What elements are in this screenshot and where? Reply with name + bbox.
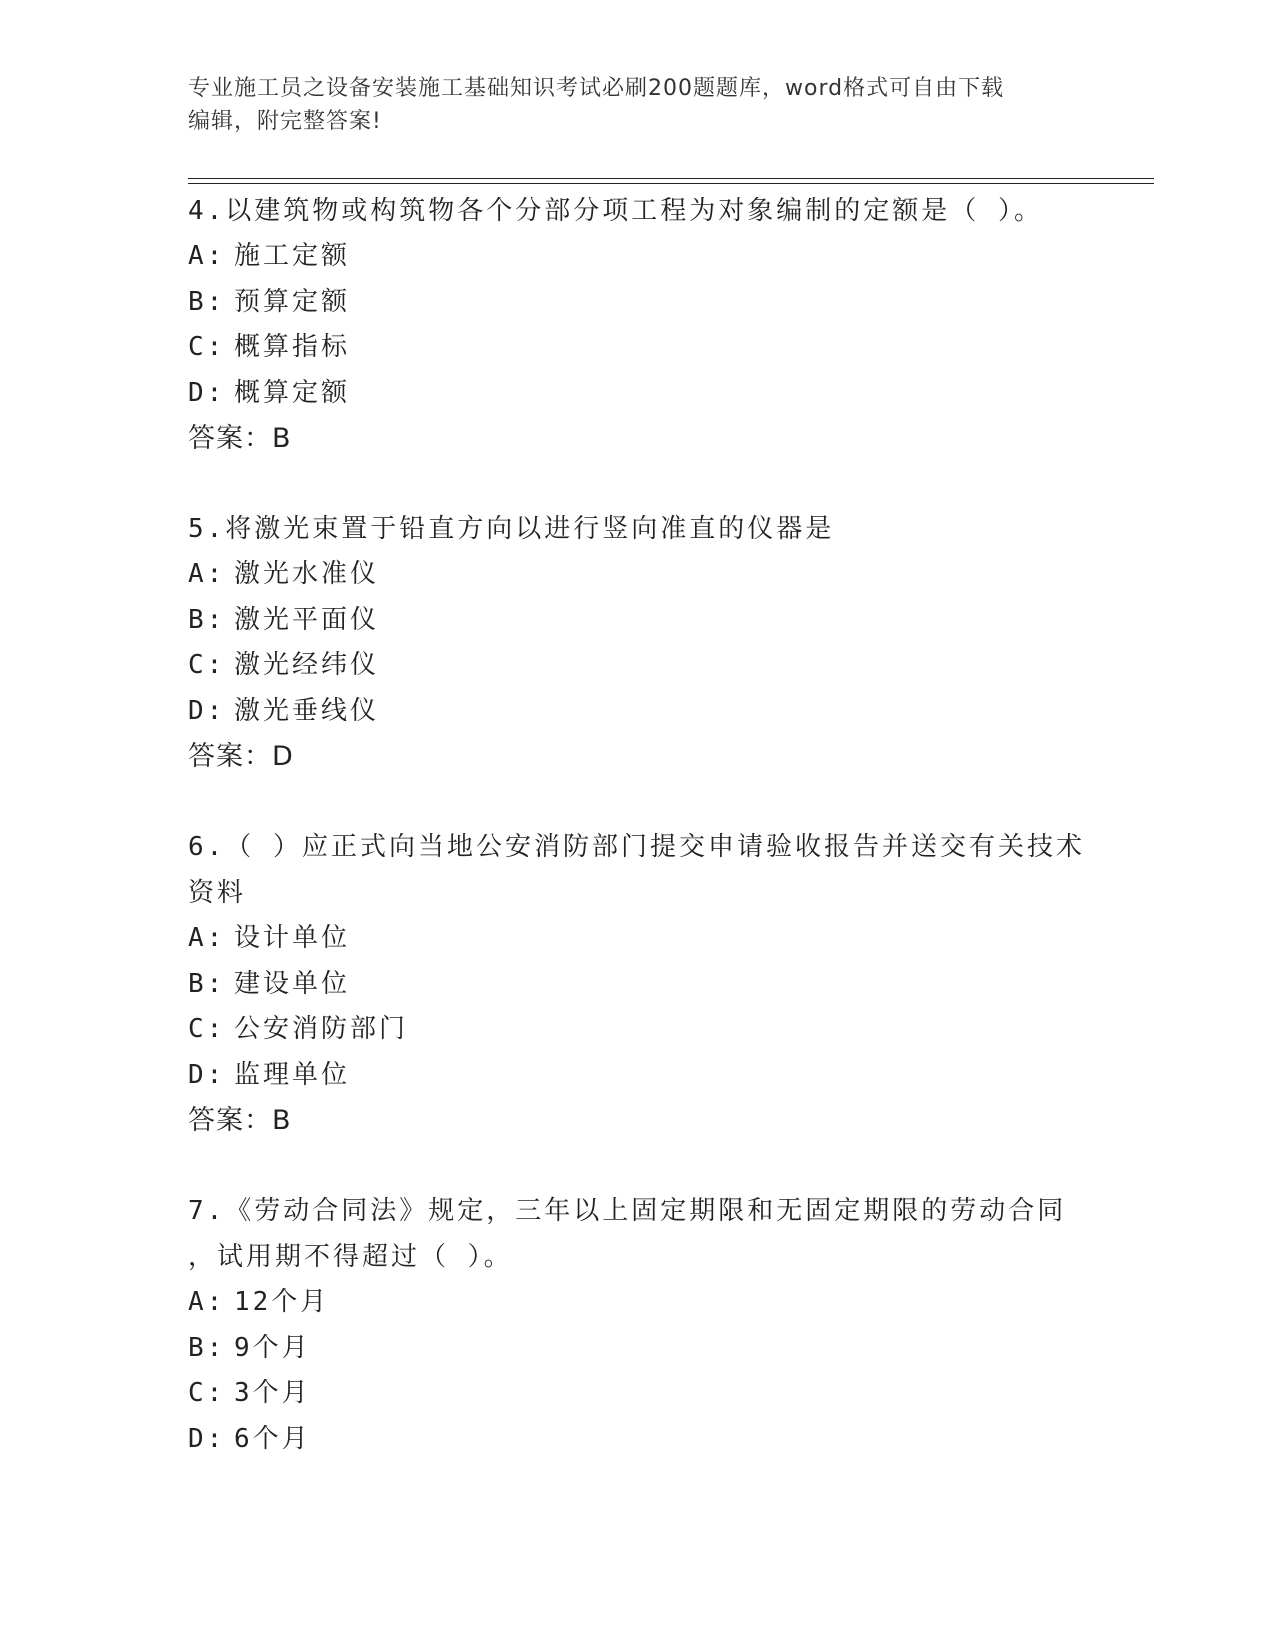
option-text: 6个月: [234, 1423, 311, 1454]
question-stem-continued: ，试用期不得超过（ ）。: [188, 1242, 513, 1272]
option-text: 设计单位: [234, 923, 351, 953]
option-a: [188, 552, 1088, 598]
header-divider-bottom: [188, 183, 1154, 184]
option-d: [188, 689, 1088, 735]
question-4: [188, 188, 1088, 462]
question-list: [188, 188, 1088, 1506]
document-header: [188, 72, 1088, 138]
option-letter: C:: [188, 1014, 226, 1044]
option-c: [188, 1371, 1088, 1417]
option-letter: C:: [188, 332, 226, 362]
answer: 答案：B: [188, 423, 292, 454]
option-text: 概算定额: [234, 377, 351, 408]
option-c: [188, 325, 1088, 371]
option-c: [188, 643, 1088, 689]
header-line-2: 编辑，附完整答案!: [188, 109, 382, 134]
option-b: [188, 598, 1088, 644]
option-letter: A:: [188, 1287, 226, 1317]
option-text: 监理单位: [234, 1059, 351, 1090]
question-5: [188, 506, 1088, 780]
option-b: [188, 1326, 1088, 1372]
option-letter: B:: [188, 604, 226, 635]
option-c: [188, 1007, 1088, 1053]
option-letter: A:: [188, 559, 226, 589]
option-text: 激光平面仪: [234, 604, 380, 635]
question-7: [188, 1188, 1088, 1462]
option-letter: C:: [188, 1378, 226, 1408]
option-letter: D:: [188, 1059, 226, 1090]
answer: 答案：B: [188, 1105, 292, 1136]
option-letter: C:: [188, 650, 226, 680]
question-stem: 6.（ ）应正式向当地公安消防部门提交申请验收报告并送交有关技术: [188, 832, 1085, 862]
option-letter: A:: [188, 923, 226, 953]
option-a: [188, 234, 1088, 280]
option-text: 预算定额: [234, 286, 351, 317]
question-stem: 5.将激光束置于铅直方向以进行竖向准直的仪器是: [188, 514, 835, 544]
header-line-1: 专业施工员之设备安装施工基础知识考试必刷200题题库，word格式可自由下载: [188, 76, 1005, 101]
option-letter: D:: [188, 377, 226, 408]
question-stem: 7.《劳动合同法》规定，三年以上固定期限和无固定期限的劳动合同: [188, 1196, 1067, 1226]
option-letter: B:: [188, 286, 226, 317]
option-letter: A:: [188, 241, 226, 271]
option-a: [188, 1280, 1088, 1326]
option-b: [188, 280, 1088, 326]
option-a: [188, 916, 1088, 962]
option-text: 激光经纬仪: [234, 650, 380, 680]
option-text: 激光垂线仪: [234, 695, 380, 726]
option-b: [188, 962, 1088, 1008]
option-letter: B:: [188, 1332, 226, 1363]
option-d: [188, 1053, 1088, 1099]
option-letter: D:: [188, 1423, 226, 1454]
option-d: [188, 1417, 1088, 1463]
option-text: 概算指标: [234, 332, 351, 362]
question-6: [188, 824, 1088, 1144]
option-letter: D:: [188, 695, 226, 726]
header-divider-top: [188, 178, 1154, 179]
question-stem-continued: 资料: [188, 878, 247, 908]
option-text: 12个月: [234, 1287, 330, 1317]
option-text: 激光水准仪: [234, 559, 380, 589]
option-letter: B:: [188, 968, 226, 999]
option-d: [188, 371, 1088, 417]
option-text: 施工定额: [234, 241, 351, 271]
question-stem: 4.以建筑物或构筑物各个分部分项工程为对象编制的定额是（ ）。: [188, 196, 1043, 226]
option-text: 公安消防部门: [234, 1014, 409, 1044]
option-text: 9个月: [234, 1332, 311, 1363]
answer: 答案：D: [188, 741, 294, 772]
option-text: 建设单位: [234, 968, 351, 999]
option-text: 3个月: [234, 1378, 311, 1408]
